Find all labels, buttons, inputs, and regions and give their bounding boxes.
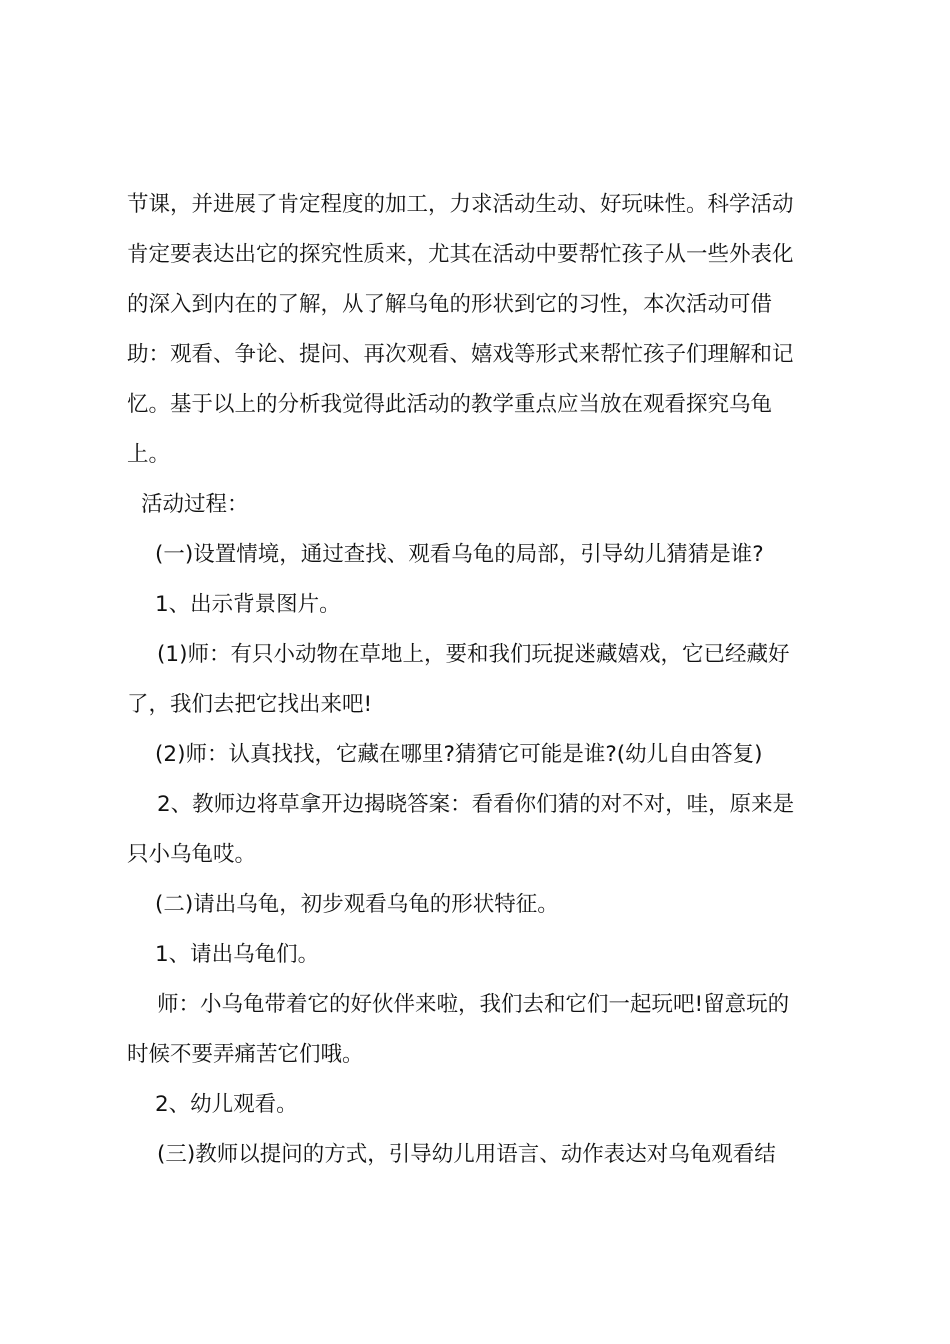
text-line: 1、出示背景图片。 (155, 592, 341, 617)
text-line: 助：观看、争论、提问、再次观看、嬉戏等形式来帮忙孩子们理解和记 (127, 342, 794, 367)
paragraph (127, 930, 832, 980)
text-line: 只小乌龟哎。 (127, 842, 257, 867)
text-line: 1、请出乌龟们。 (155, 942, 320, 967)
paragraph (127, 880, 832, 930)
text-line: 活动过程： (141, 492, 249, 517)
text-line: 2、教师边将草拿开边揭晓答案：看看你们猜的对不对，哇，原来是 (157, 792, 795, 817)
paragraph (127, 730, 832, 780)
text-line: 节课，并进展了肯定程度的加工，力求活动生动、好玩味性。科学活动 (127, 192, 794, 217)
text-line: (二)请出乌龟，初步观看乌龟的形状特征。 (155, 892, 559, 917)
text-line: 师：小乌龟带着它的好伙伴来啦，我们去和它们一起玩吧!留意玩的 (157, 992, 790, 1017)
text-line: (2)师：认真找找，它藏在哪里?猜猜它可能是谁?(幼儿自由答复) (155, 742, 763, 767)
document-body (127, 180, 832, 1180)
text-line: (1)师：有只小动物在草地上，要和我们玩捉迷藏嬉戏，它已经藏好 (157, 642, 790, 667)
paragraph (127, 1080, 832, 1130)
paragraph (127, 980, 832, 1080)
paragraph (127, 630, 832, 730)
text-line: 的深入到内在的了解，从了解乌龟的形状到它的习性，本次活动可借 (127, 292, 773, 317)
text-line: (三)教师以提问的方式，引导幼儿用语言、动作表达对乌龟观看结 (157, 1142, 776, 1167)
text-line: 忆。基于以上的分析我觉得此活动的教学重点应当放在观看探究乌龟 (127, 392, 773, 417)
text-line: 肯定要表达出它的探究性质来，尤其在活动中要帮忙孩子从一些外表化 (127, 242, 794, 267)
text-line: 了，我们去把它找出来吧! (127, 692, 373, 717)
paragraph (127, 780, 832, 880)
paragraph (127, 480, 832, 530)
text-line: 2、幼儿观看。 (155, 1092, 298, 1117)
text-line: 时候不要弄痛苦它们哦。 (127, 1042, 364, 1067)
paragraph (127, 530, 832, 580)
paragraph (127, 180, 832, 480)
paragraph (127, 1130, 832, 1180)
paragraph (127, 580, 832, 630)
text-line: (一)设置情境，通过查找、观看乌龟的局部，引导幼儿猜猜是谁? (155, 542, 764, 567)
text-line: 上。 (127, 442, 171, 467)
